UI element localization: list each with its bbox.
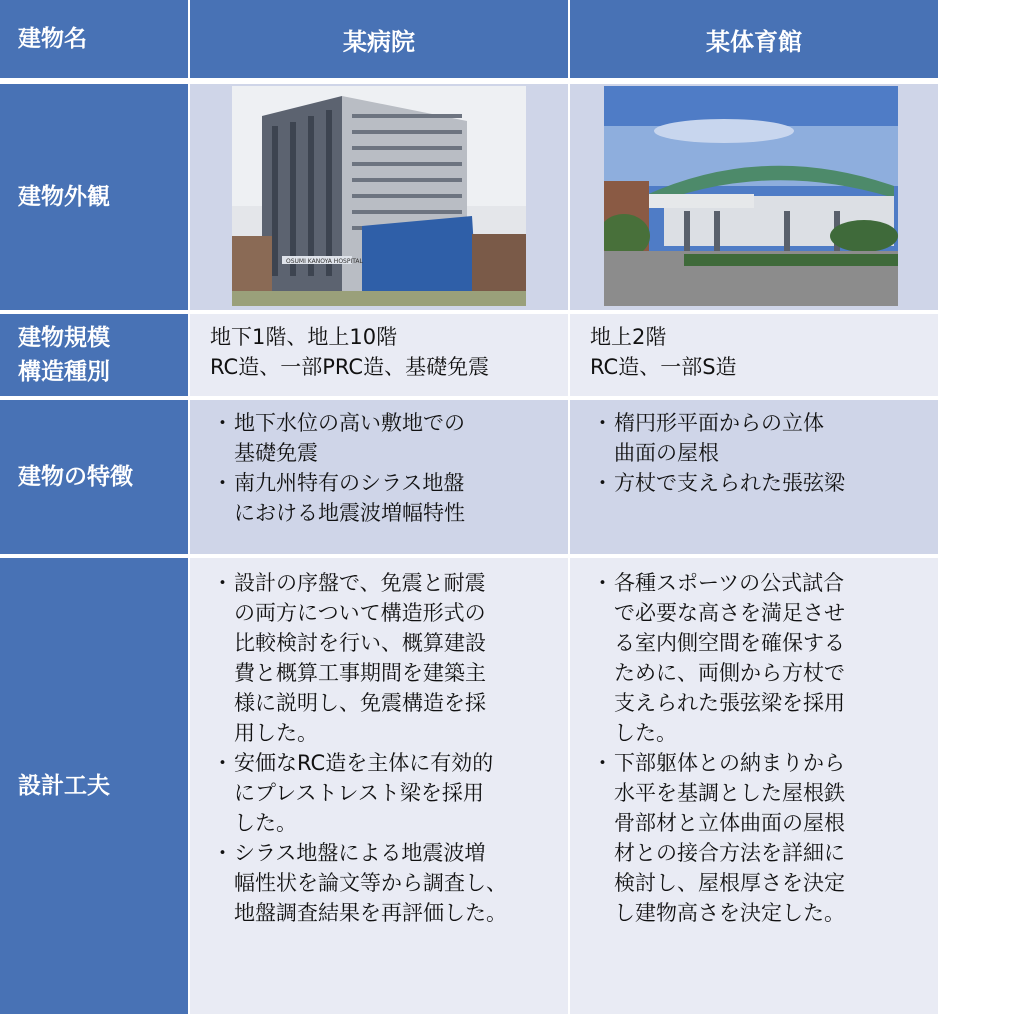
line: シラス地盤による地震波増 [234,841,486,865]
features-row [0,400,938,554]
bullet: ・ [592,571,613,595]
line: した。 [614,721,677,745]
list-item [590,568,928,748]
gymnasium-scale-structure: RC造、一部S造 [590,355,737,379]
bullet: ・ [212,471,233,495]
bullet: ・ [212,841,233,865]
line: 各種スポーツの公式試合 [614,571,845,595]
list-item [210,748,558,838]
line: 楕円形平面からの立体 [614,411,824,435]
list-item [210,408,558,468]
hospital-scale-structure: RC造、一部PRC造、基礎免震 [210,355,490,379]
line: し建物高さを決定した。 [614,901,845,925]
line: した。 [234,811,297,835]
design-row [0,558,938,1014]
line: 地盤調査結果を再評価した。 [234,901,507,925]
line: 検討し、屋根厚さを決定 [614,871,845,895]
gymnasium-scale-floors: 地上2階 [590,325,667,349]
list-item [590,408,928,468]
list-item [210,568,558,748]
bullet: ・ [212,571,233,595]
line: 骨部材と立体曲面の屋根 [614,811,845,835]
line: 方杖で支えられた張弦梁 [614,471,845,495]
line: 下部躯体との納まりから [614,751,845,775]
gymnasium-scale [570,314,938,396]
line: 曲面の屋根 [614,441,719,465]
line: 設計の序盤で、免震と耐震 [234,571,486,595]
line: ために、両側から方杖で [614,661,845,685]
line: 水平を基調とした屋根鉄 [614,781,845,805]
line: 安価なRC造を主体に有効的 [234,751,494,775]
hospital-scale [190,314,568,396]
bullet: ・ [592,751,613,775]
hospital-features [190,400,568,554]
hospital-design [190,558,568,1014]
design-label: 設計工夫 [0,558,188,1014]
header-gymnasium: 某体育館 [570,0,938,78]
header-label: 建物名 [0,0,188,78]
hospital-photo-cell [190,84,568,310]
bullet: ・ [592,411,613,435]
hospital-photo [232,86,526,306]
bullet: ・ [212,751,233,775]
line: 材との接合方法を詳細に [614,841,845,865]
bullet: ・ [212,411,233,435]
bullet: ・ [592,471,613,495]
hospital-sign: OSUMI KANOYA HOSPITAL [286,258,363,265]
line: における地震波増幅特性 [234,501,465,525]
line: る室内側空間を確保する [614,631,845,655]
list-item [590,748,928,928]
line: 支えられた張弦梁を採用 [614,691,845,715]
gymnasium-features [570,400,938,554]
gymnasium-photo [604,86,898,306]
line: 様に説明し、免震構造を採 [234,691,486,715]
exterior-row [0,84,938,310]
gymnasium-photo-cell [570,84,938,310]
header-row [0,0,938,78]
line: 費と概算工事期間を建築主 [234,661,486,685]
features-label: 建物の特徴 [0,400,188,554]
hospital-scale-floors: 地下1階、地上10階 [210,325,398,349]
line: 用した。 [234,721,318,745]
line: の両方について構造形式の [234,601,486,625]
scale-label [0,314,188,396]
scale-label-line2: 構造種別 [18,359,110,385]
line: 比較検討を行い、概算建設 [234,631,486,655]
line: 基礎免震 [234,441,318,465]
scale-row [0,314,938,396]
line: 地下水位の高い敷地での [234,411,465,435]
line: にプレストレスト梁を採用 [234,781,484,805]
list-item [590,468,928,498]
exterior-label: 建物外観 [0,84,188,310]
line: 幅性状を論文等から調査し、 [234,871,507,895]
line: 南九州特有のシラス地盤 [234,471,465,495]
scale-label-line1: 建物規模 [18,325,110,351]
header-hospital: 某病院 [190,0,568,78]
list-item [210,468,558,528]
gymnasium-design [570,558,938,1014]
line: で必要な高さを満足させ [614,601,845,625]
list-item [210,838,558,928]
